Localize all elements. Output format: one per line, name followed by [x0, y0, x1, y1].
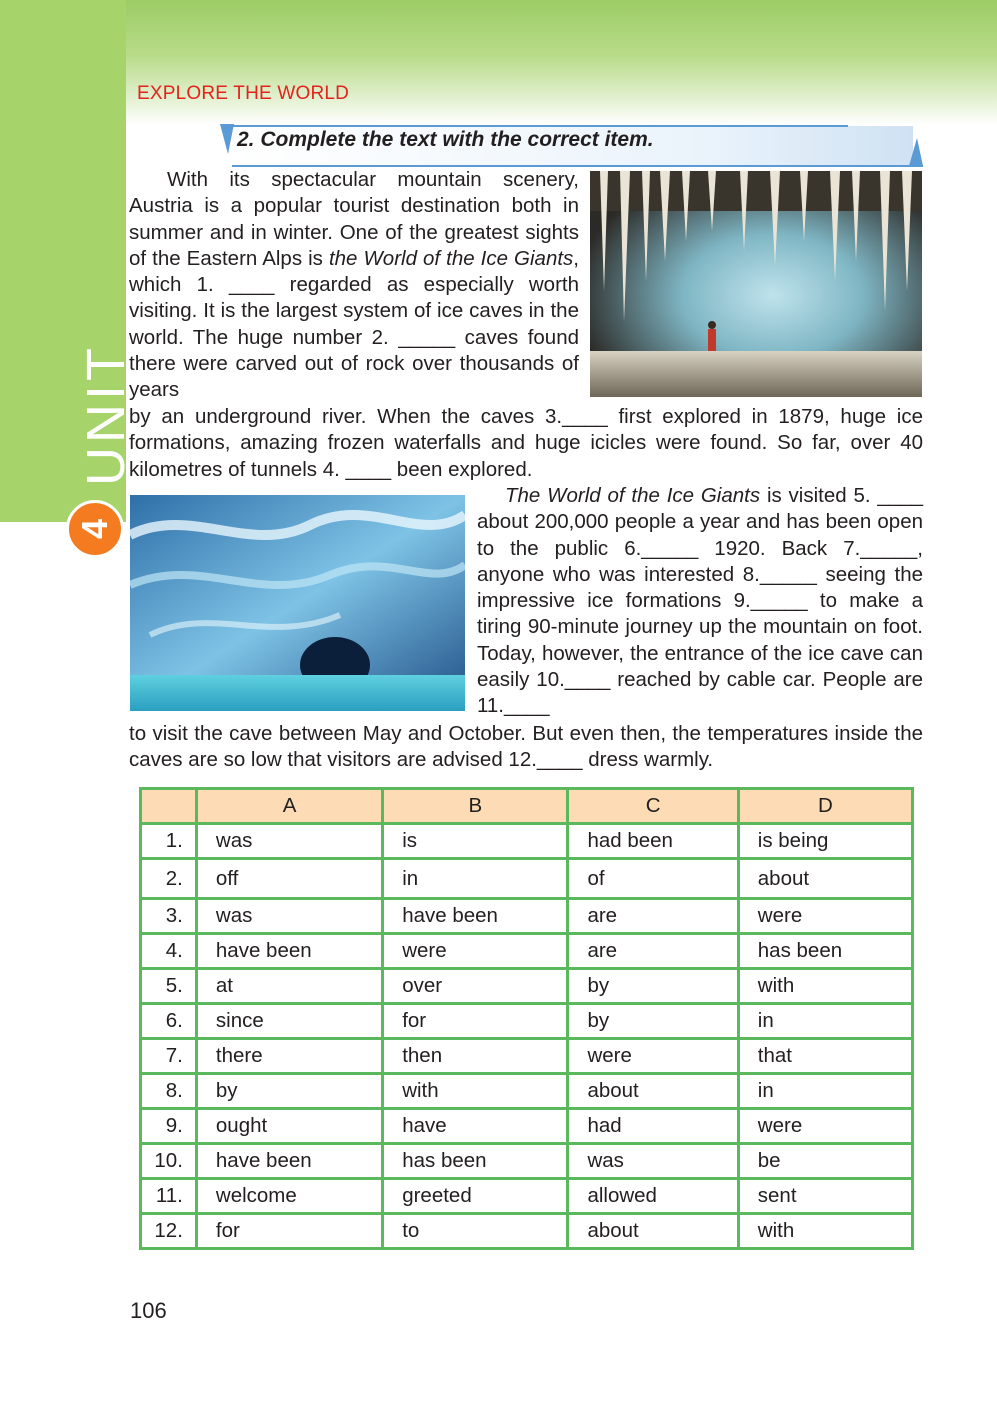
option-d: be: [738, 1144, 912, 1179]
option-c: had: [568, 1109, 738, 1144]
option-d: were: [738, 1109, 912, 1144]
option-c: was: [568, 1144, 738, 1179]
option-d: has been: [738, 934, 912, 969]
table-row: [141, 899, 913, 934]
option-b: in: [383, 859, 568, 899]
option-d: in: [738, 1074, 912, 1109]
unit-number: 4: [74, 518, 115, 540]
passage-emphasis: The World of the Ice Giants: [505, 484, 761, 507]
table-row: [141, 1214, 913, 1249]
option-b: is: [383, 824, 568, 859]
answer-options-table: [139, 787, 914, 1250]
option-a: have been: [196, 934, 382, 969]
top-green-band: [0, 0, 997, 125]
option-b: have: [383, 1109, 568, 1144]
passage-paragraph-2: by an underground river. When the caves 3.____ first explored in 1879, huge ice formations, amazing frozen waterfalls and huge icicles were found. So far, over 40 kilometres of tunnels 4. ____ been explored.: [129, 405, 923, 481]
task-title: 2. Complete the text with the correct item.: [237, 128, 654, 151]
row-number: 8.: [141, 1074, 197, 1109]
option-a: there: [196, 1039, 382, 1074]
option-a: for: [196, 1214, 382, 1249]
option-d: about: [738, 859, 912, 899]
row-number: 12.: [141, 1214, 197, 1249]
table-row: [141, 859, 913, 899]
section-label: EXPLORE THE WORLD: [137, 83, 350, 104]
option-d: were: [738, 899, 912, 934]
row-number: 6.: [141, 1004, 197, 1039]
option-c: by: [568, 1004, 738, 1039]
unit-number-badge: [66, 500, 124, 558]
option-b: has been: [383, 1144, 568, 1179]
row-number: 5.: [141, 969, 197, 1004]
table-row: [141, 1144, 913, 1179]
option-c: by: [568, 969, 738, 1004]
option-d: sent: [738, 1179, 912, 1214]
header-cell-b: B: [383, 789, 568, 824]
passage-paragraph-3: [477, 483, 923, 720]
option-d: is being: [738, 824, 912, 859]
table-row: [141, 1039, 913, 1074]
row-number: 2.: [141, 859, 197, 899]
option-a: at: [196, 969, 382, 1004]
table-row: [141, 969, 913, 1004]
option-c: about: [568, 1214, 738, 1249]
option-c: of: [568, 859, 738, 899]
passage-text: With its spectacular mountain scenery, Austria is a popular tourist destination both in summer and in winter. One of the greatest sights of the Eastern Alps is: [129, 168, 579, 270]
option-c: are: [568, 934, 738, 969]
table-row: [141, 1074, 913, 1109]
row-number: 3.: [141, 899, 197, 934]
table-row: [141, 1179, 913, 1214]
passage-paragraph-1: [129, 167, 579, 404]
table-row: [141, 1004, 913, 1039]
header-cell-a: A: [196, 789, 382, 824]
header-cell-d: D: [738, 789, 912, 824]
table-header-row: [141, 789, 913, 824]
option-d: that: [738, 1039, 912, 1074]
row-number: 9.: [141, 1109, 197, 1144]
option-c: allowed: [568, 1179, 738, 1214]
option-a: ought: [196, 1109, 382, 1144]
table-row: [141, 1109, 913, 1144]
marble-cave-photo: [130, 495, 465, 711]
ice-cave-photo: [590, 171, 922, 397]
option-a: was: [196, 824, 382, 859]
option-b: have been: [383, 899, 568, 934]
option-c: about: [568, 1074, 738, 1109]
table-row: [141, 934, 913, 969]
option-d: in: [738, 1004, 912, 1039]
row-number: 7.: [141, 1039, 197, 1074]
option-b: greeted: [383, 1179, 568, 1214]
option-a: off: [196, 859, 382, 899]
option-b: over: [383, 969, 568, 1004]
option-b: were: [383, 934, 568, 969]
passage-emphasis: the World of the Ice Giants: [328, 246, 574, 270]
header-cell-c: C: [568, 789, 738, 824]
page-number: 106: [130, 1298, 167, 1323]
passage-text: , which 1. ____ regarded as especially worth visiting. It is the largest system of ice caves in the world. The huge number 2. _____ caves found there were carved out of rock over thousands of years: [129, 246, 579, 402]
option-a: was: [196, 899, 382, 934]
row-number: 10.: [141, 1144, 197, 1179]
unit-label: UNIT: [76, 344, 136, 486]
option-c: are: [568, 899, 738, 934]
option-b: then: [383, 1039, 568, 1074]
option-b: to: [383, 1214, 568, 1249]
option-a: since: [196, 1004, 382, 1039]
row-number: 1.: [141, 824, 197, 859]
option-b: for: [383, 1004, 568, 1039]
option-b: with: [383, 1074, 568, 1109]
option-c: had been: [568, 824, 738, 859]
header-cell-number: [141, 789, 197, 824]
option-a: welcome: [196, 1179, 382, 1214]
option-d: with: [738, 969, 912, 1004]
row-number: 11.: [141, 1179, 197, 1214]
option-a: by: [196, 1074, 382, 1109]
row-number: 4.: [141, 934, 197, 969]
option-a: have been: [196, 1144, 382, 1179]
option-d: with: [738, 1214, 912, 1249]
passage-paragraph-4: to visit the cave between May and October. But even then, the temperatures inside the caves are so low that visitors are advised 12.____ dress warmly.: [129, 722, 923, 772]
table-row: [141, 824, 913, 859]
passage-text: is visited 5. ____ about 200,000 people a year and has been open to the public 6._____ 1920. Back 7._____, anyone who was interested 8._____ seeing the impressive ice formations 9._____ to make a tiring 90-minute journey up the mountain on foot. Today, however, the entrance of the ice cave can easily 10.____ reached by cable car. People are 11.____: [477, 484, 923, 718]
option-c: were: [568, 1039, 738, 1074]
